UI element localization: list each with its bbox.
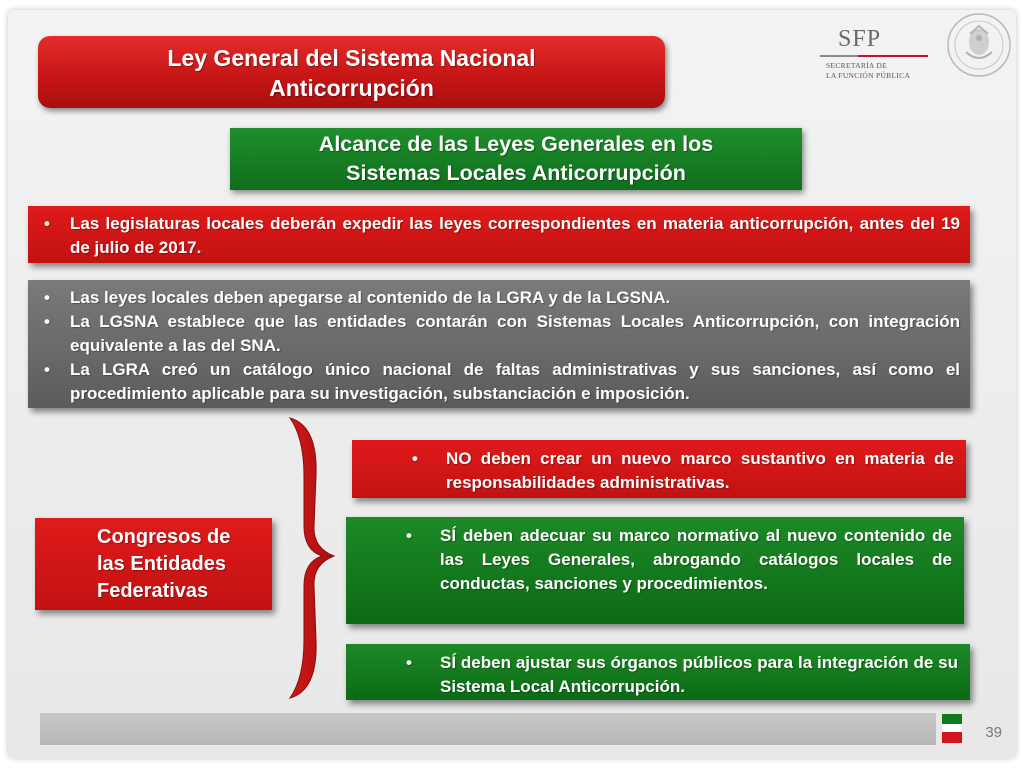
footer-bar	[40, 713, 936, 745]
obligation-adjust-bodies	[346, 644, 970, 700]
congresos-line-2: las Entidades	[97, 553, 226, 575]
gray-bullet-3: • La LGRA creó un catálogo único nacional de faltas administrativas y sus sanciones, así como el procedimiento aplicable para su investigación, substanciación e imposición.	[36, 358, 960, 406]
flag-green-stripe	[942, 714, 962, 724]
congresos-line-3: Federativas	[97, 580, 209, 602]
obligation-no-new-framework	[352, 440, 966, 498]
logo-red-bar	[858, 55, 928, 57]
congresos-line-1: Congresos de	[97, 526, 231, 548]
congresos-box	[35, 518, 272, 610]
page-number: 39	[985, 724, 1002, 741]
obligation-bullet-3: • SÍ deben ajustar sus órganos públicos para la integración de su Sistema Local Anticorrupción.	[396, 651, 958, 699]
flag-white-stripe	[942, 724, 962, 732]
gray-bullet-2: • La LGSNA establece que las entidades contarán con Sistemas Locales Anticorrupción, con integración equivalente a las del SNA.	[36, 310, 960, 358]
subtitle-line-2: Sistemas Locales Anticorrupción	[346, 161, 686, 185]
obligation-bullet-1: • NO deben crear un nuevo marco sustantivo en materia de responsabilidades administrativas.	[402, 447, 954, 495]
flag-red-stripe	[942, 732, 962, 743]
national-seal-icon	[946, 12, 1012, 78]
sfp-logo	[820, 20, 938, 80]
subtitle-line-1: Alcance de las Leyes Generales en los	[318, 132, 714, 156]
deadline-box	[28, 206, 970, 263]
logo-line-2: LA FUNCIÓN PÚBLICA	[826, 71, 911, 80]
logo-line-1: SECRETARÍA DE	[826, 61, 888, 70]
title-line-2: Anticorrupción	[269, 75, 434, 101]
logo-gray-bar	[820, 55, 858, 57]
general-laws-box	[28, 280, 970, 408]
section-subtitle	[230, 128, 802, 190]
obligation-bullet-2: • SÍ deben adecuar su marco normativo al nuevo contenido de las Leyes Generales, abrogando catálogos locales de conductas, sanciones y procedimientos.	[396, 524, 952, 596]
title-line-1: Ley General del Sistema Nacional	[167, 45, 536, 71]
slide-title	[38, 36, 665, 108]
deadline-bullet: • Las legislaturas locales deberán expedir las leyes correspondientes en materia anticorrupción, antes del 19 de julio de 2017.	[36, 212, 960, 260]
obligation-adapt-framework	[346, 517, 964, 624]
sfp-acronym: SFP	[838, 26, 882, 52]
curly-brace-icon	[282, 416, 338, 700]
gray-bullet-1: • Las leyes locales deben apegarse al contenido de la LGRA y de la LGSNA.	[36, 286, 960, 310]
